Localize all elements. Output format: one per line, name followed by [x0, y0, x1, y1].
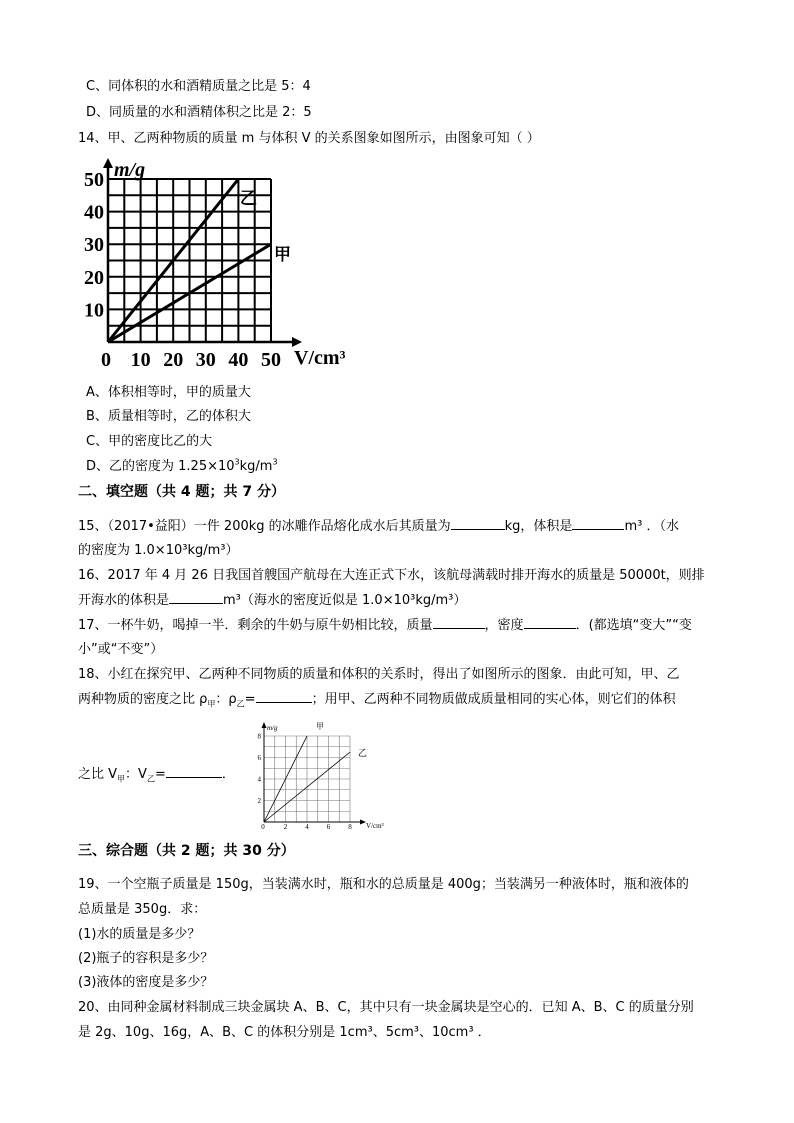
q14-series-label-yi: 乙: [240, 189, 257, 208]
q14-series-label-jia: 甲: [274, 245, 291, 264]
q14-y-tick-20: 20: [84, 266, 104, 289]
q19-sub-2: (2)瓶子的容积是多少？: [78, 951, 214, 966]
q14-x-tick-30: 30: [195, 349, 216, 371]
q14-y-tick-30: 30: [84, 234, 104, 257]
q14-y-tick-10: 10: [84, 299, 104, 322]
q14-y-tick-50: 50: [84, 169, 104, 191]
q18-line-1: 18、小红在探究甲、乙两种不同物质的质量和体积的关系时，得出了如图所示的图象．由此可知，甲、乙: [78, 667, 680, 682]
q14-y-axis-label: m/g: [114, 159, 146, 181]
q14-x-tick-10: 10: [130, 349, 151, 371]
q14-option-c: C、甲的密度比乙的大: [86, 434, 213, 449]
q14-chart: [70, 154, 360, 372]
q14-x-axis-arrow: [292, 337, 302, 347]
q14-option-b: B、质量相等时，乙的体积大: [86, 409, 251, 424]
q19-sub-1: (1)水的质量是多少？: [78, 927, 201, 942]
q14-x-axis-label: V/cm³: [294, 347, 346, 369]
q15-line-2: 的密度为 1.0×10³kg/m³）: [78, 543, 239, 558]
q20-line-1: 20、由同种金属材料制成三块金属块 A、B、C，其中只有一块金属块是空心的．已知 A、B、C 的质量分别: [78, 1000, 694, 1015]
q13-option-c: C、同体积的水和酒精质量之比是 5：4: [86, 79, 311, 94]
q18-chart-grid: [264, 736, 350, 822]
q19-line-1: 19、一个空瓶子质量是 150g，当装满水时，瓶和水的总质量是 400g；当装满另一种液体时，瓶和液体的: [78, 877, 689, 892]
q18-line-3: 之比 $V_甲$：$V_乙=$ ．: [78, 767, 235, 784]
section-2-title: 二、填空题（共 4 题；共 7 分）: [78, 484, 285, 500]
q18-line-2: 两种物质的密度之比 $\rho_甲$：$\rho_乙=$ ；用甲、乙两种不同物质做成质量相同的实心体，则它们的体积: [78, 692, 676, 709]
q18-y-tick-8: 8: [257, 732, 261, 741]
q14-option-a: A、体积相等时，甲的质量大: [86, 385, 251, 400]
q18-series-label-yi: 乙: [358, 748, 368, 758]
q14-x-tick-20: 20: [163, 349, 184, 371]
q18-y-axis-label: m/g: [267, 724, 278, 732]
q18-x-tick-2: 2: [283, 823, 288, 831]
q14-x-tick-50: 50: [261, 349, 281, 371]
q14-y-tick-40: 40: [84, 201, 104, 224]
q18-y-axis-arrow: [262, 722, 267, 728]
q18-x-tick-0: 0: [261, 823, 265, 831]
q20-line-2: 是 2g、10g、16g，A、B、C 的体积分别是 1cm³、5cm³、10cm³ ．: [78, 1025, 491, 1040]
q14-stem: 14、甲、乙两种物质的质量 m 与体积 V 的关系图象如图所示，由图象可知（ ）: [78, 131, 540, 146]
q15-line-1: 15、（2017•益阳）一件 200kg 的冰雕作品熔化成水后其质量为 kg，体积是 m³ ．（水: [78, 519, 679, 534]
q16-line-2: 开海水的体积是 m³（海水的密度近似是 1.0×10³kg/m³）: [78, 593, 467, 608]
q18-x-tick-4: 4: [305, 823, 309, 831]
q14-option-d: D、乙的密度为 $1.25\times 10^3kg/m^3$: [86, 457, 278, 474]
q18-y-tick-6: 6: [257, 753, 261, 762]
q16-line-1: 16、2017 年 4 月 26 日我国首艘国产航母在大连正式下水，该航母满载时排开海水的质量是 50000t，则排: [78, 568, 705, 583]
q18-series-label-jia: 甲: [316, 722, 324, 731]
q18-y-tick-4: 4: [257, 775, 261, 784]
q18-y-tick-2: 2: [257, 796, 261, 805]
q19-line-2: 总质量是 350g．求：: [78, 902, 207, 917]
q17-line-2: 小”或“不变”）: [78, 642, 164, 657]
q18-x-tick-6: 6: [326, 823, 331, 831]
q18-x-axis-label: V/cm³: [366, 822, 384, 830]
q18-x-tick-8: 8: [348, 823, 352, 831]
q18-chart: [250, 720, 400, 832]
q14-x-tick-0: 0: [101, 349, 111, 371]
q14-y-axis-arrow: [103, 158, 113, 168]
q19-sub-3: (3)液体的密度是多少？: [78, 975, 214, 990]
section-3-title: 三、综合题（共 2 题；共 30 分）: [78, 843, 295, 859]
q14-x-tick-40: 40: [228, 349, 249, 371]
q13-option-d: D、同质量的水和酒精体积之比是 2：5: [86, 105, 312, 120]
q17-line-1: 17、一杯牛奶，喝掉一半．剩余的牛奶与原牛奶相比较，质量 ，密度 ．(都选填“变大”“变: [78, 618, 692, 633]
